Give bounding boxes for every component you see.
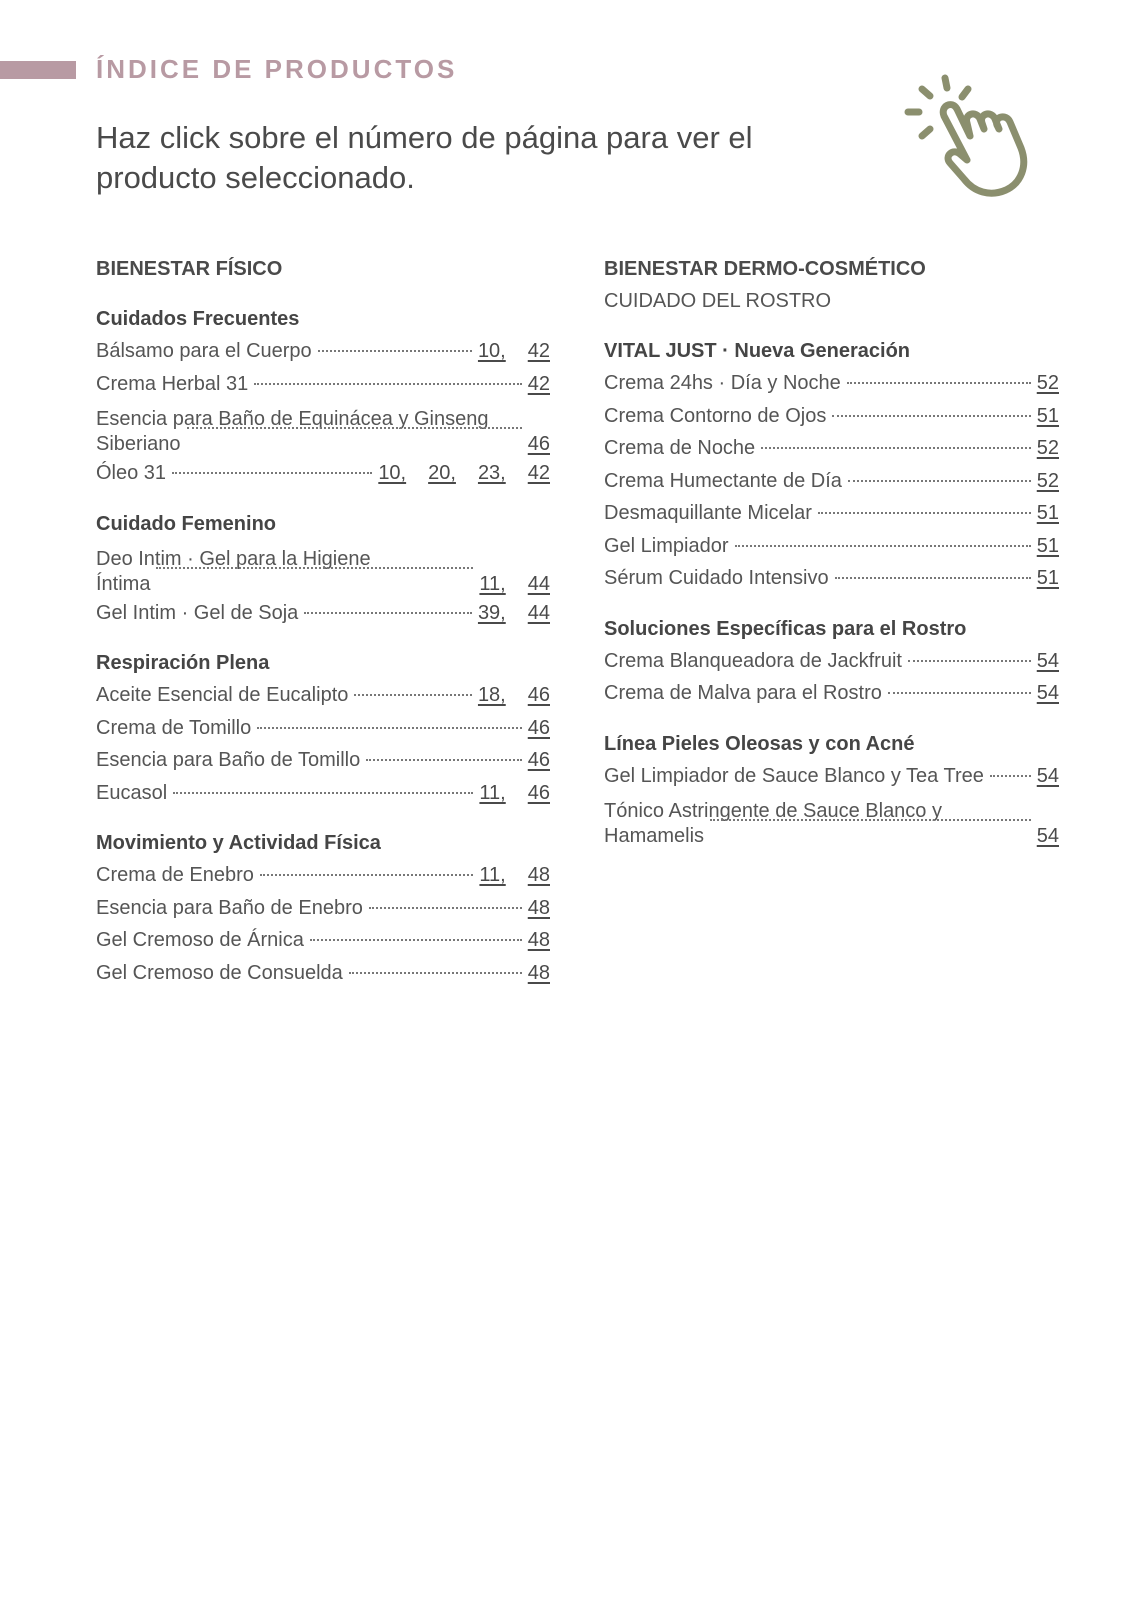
page-links xyxy=(528,892,550,925)
product-name: Desmaquillante Micelar xyxy=(604,502,812,524)
product-name: Gel Cremoso de Consuelda xyxy=(96,961,343,984)
page-links xyxy=(1037,497,1059,530)
product-name: Crema de Tomillo xyxy=(96,716,252,739)
dot-leader xyxy=(990,775,1031,777)
page-links xyxy=(479,572,550,597)
page-links xyxy=(479,859,550,892)
product-name: Crema Blanqueadora de Jackfruit xyxy=(604,649,902,672)
dot-leader xyxy=(349,972,522,974)
product-name-line: Deo Intim · Gel para la Higiene xyxy=(96,547,371,570)
index-entry xyxy=(96,679,550,712)
index-entry xyxy=(96,540,550,597)
product-name: Crema Contorno de Ojos xyxy=(604,404,827,427)
product-name: Gel Limpiador xyxy=(604,534,729,557)
dot-leader xyxy=(304,612,472,614)
index-group xyxy=(604,728,1059,850)
section-title: BIENESTAR FÍSICO xyxy=(96,258,283,280)
page-link[interactable]: 48 xyxy=(527,896,550,919)
index-entry xyxy=(96,859,550,892)
page-link[interactable]: 46 xyxy=(527,684,550,706)
product-name: Óleo 31 xyxy=(96,462,167,484)
group-title: Movimiento y Actividad Física xyxy=(96,832,381,854)
dot-leader xyxy=(908,660,1031,662)
page-link[interactable]: 46 xyxy=(527,716,550,739)
page-link[interactable]: 18, xyxy=(477,684,506,706)
page-link[interactable]: 54 xyxy=(1036,825,1059,847)
page-link[interactable]: 10, xyxy=(378,462,407,484)
index-entry xyxy=(96,457,550,490)
page-links xyxy=(528,924,550,957)
page-links xyxy=(479,777,550,810)
index-entry xyxy=(96,924,550,957)
product-name: Esencia para Baño de Enebro xyxy=(96,896,363,919)
page-links xyxy=(478,679,550,712)
product-name: Íntima xyxy=(96,572,151,595)
page-links xyxy=(528,744,550,777)
page-links xyxy=(528,957,550,990)
product-name: Bálsamo para el Cuerpo xyxy=(96,340,312,362)
dot-leader xyxy=(369,907,522,909)
index-entry xyxy=(96,368,550,401)
dot-leader xyxy=(847,382,1031,384)
page-links xyxy=(1037,432,1059,465)
dot-leader xyxy=(710,819,1031,821)
page-link[interactable]: 54 xyxy=(1036,649,1059,672)
page-title: ÍNDICE DE PRODUCTOS xyxy=(96,54,458,84)
product-name: Esencia para Baño de Tomillo xyxy=(96,749,361,771)
index-entry xyxy=(604,677,1059,710)
index-entry xyxy=(96,957,550,990)
index-entry xyxy=(604,792,1059,849)
product-name: Crema Herbal 31 xyxy=(96,372,249,395)
dot-leader xyxy=(888,692,1031,694)
page-links xyxy=(528,432,550,457)
dot-leader xyxy=(735,545,1031,547)
page-links xyxy=(1037,645,1059,678)
page-links xyxy=(528,368,550,401)
product-name: Eucasol xyxy=(96,781,168,804)
page-link[interactable]: 20, xyxy=(428,462,456,484)
index-entry xyxy=(604,645,1059,678)
page-links xyxy=(1037,824,1059,849)
page-links xyxy=(378,457,550,490)
dot-leader xyxy=(172,472,372,474)
title-accent-bar xyxy=(0,61,76,79)
page-link[interactable]: 44 xyxy=(527,601,550,624)
index-entry xyxy=(604,760,1059,793)
dot-leader xyxy=(818,512,1031,514)
product-name: Gel Cremoso de Árnica xyxy=(96,929,304,951)
page-subtitle: Haz click sobre el número de página para ver el producto seleccionado. xyxy=(96,120,753,195)
page-link[interactable]: 42 xyxy=(527,462,550,484)
page-links xyxy=(1037,760,1059,793)
section-subtitle: CUIDADO DEL ROSTRO xyxy=(604,290,832,312)
product-name: Gel Intim · Gel de Soja xyxy=(96,601,299,624)
page-link[interactable]: 11, xyxy=(479,781,506,804)
product-name-line: Esencia para Baño de Equinácea y Ginseng xyxy=(96,408,489,430)
dot-leader xyxy=(761,447,1031,449)
page-link[interactable]: 51 xyxy=(1036,404,1059,427)
page-link[interactable]: 52 xyxy=(1036,437,1059,459)
product-name: Crema 24hs · Día y Noche xyxy=(604,372,841,394)
page-link[interactable]: 10, xyxy=(477,340,506,362)
index-group xyxy=(604,613,1059,710)
index-entry xyxy=(604,530,1059,563)
page-links xyxy=(1037,367,1059,400)
product-name: Crema Humectante de Día xyxy=(604,469,842,492)
product-name: Aceite Esencial de Eucalipto xyxy=(96,684,349,706)
index-entry xyxy=(96,335,550,368)
group-title: Línea Pieles Oleosas y con Acné xyxy=(604,732,915,755)
product-name-line: Tónico Astringente de Sauce Blanco y xyxy=(604,800,942,822)
page-link[interactable]: 52 xyxy=(1036,469,1059,492)
dot-leader xyxy=(832,415,1030,417)
index-entry xyxy=(96,712,550,745)
dot-leader xyxy=(848,480,1031,482)
dot-leader xyxy=(310,939,522,941)
index-entry xyxy=(96,744,550,777)
index-entry xyxy=(604,465,1059,498)
page-link[interactable]: 48 xyxy=(527,961,550,984)
product-name: Siberiano xyxy=(96,433,181,455)
page-link[interactable]: 39, xyxy=(477,601,506,624)
index-column-left xyxy=(96,253,550,989)
page-link[interactable]: 51 xyxy=(1036,567,1059,589)
page-link[interactable]: 52 xyxy=(1036,372,1059,394)
page-links xyxy=(528,712,550,745)
index-entry xyxy=(604,400,1059,433)
index-entry xyxy=(96,400,550,457)
index-group xyxy=(604,335,1059,595)
page-link[interactable]: 11, xyxy=(479,864,506,886)
page-links xyxy=(478,597,550,630)
hand-tap-icon xyxy=(900,72,1070,212)
group-title: Cuidados Frecuentes xyxy=(96,308,300,330)
dot-leader xyxy=(835,577,1031,579)
group-title: Cuidado Femenino xyxy=(96,512,276,535)
product-name: Crema de Noche xyxy=(604,437,756,459)
page-link[interactable]: 11, xyxy=(479,572,506,595)
index-column-right xyxy=(604,253,1059,849)
page-link[interactable]: 44 xyxy=(527,572,550,595)
page-links xyxy=(1037,562,1059,595)
group-title: VITAL JUST · Nueva Generación xyxy=(604,340,911,362)
dot-leader xyxy=(366,759,522,761)
section-title: BIENESTAR DERMO-COSMÉTICO xyxy=(604,258,926,280)
index-entry xyxy=(96,892,550,925)
dot-leader xyxy=(260,874,474,876)
dot-leader xyxy=(254,383,521,385)
index-group xyxy=(96,827,550,989)
page-links xyxy=(1037,465,1059,498)
index-entry xyxy=(604,432,1059,465)
product-name: Hamamelis xyxy=(604,825,705,847)
page-link[interactable]: 46 xyxy=(527,433,550,455)
index-group xyxy=(96,303,550,490)
page-link[interactable]: 42 xyxy=(527,372,550,395)
index-group xyxy=(96,647,550,809)
page-link[interactable]: 23, xyxy=(477,462,506,484)
page-link[interactable]: 48 xyxy=(527,864,550,886)
dot-leader xyxy=(187,427,522,429)
index-entry xyxy=(604,497,1059,530)
index-group xyxy=(96,508,550,630)
page-link[interactable]: 51 xyxy=(1036,534,1059,557)
index-entry xyxy=(96,777,550,810)
index-entry xyxy=(96,597,550,630)
page-link[interactable]: 46 xyxy=(527,749,550,771)
page-link[interactable]: 46 xyxy=(527,781,550,804)
dot-leader xyxy=(354,694,472,696)
dot-leader xyxy=(257,727,522,729)
dot-leader xyxy=(318,350,472,352)
group-title: Soluciones Específicas para el Rostro xyxy=(604,617,967,640)
page-link[interactable]: 54 xyxy=(1036,682,1059,704)
page-link[interactable]: 54 xyxy=(1036,764,1059,787)
dot-leader xyxy=(173,792,473,794)
page-link[interactable]: 48 xyxy=(527,929,550,951)
product-name: Crema de Enebro xyxy=(96,864,254,886)
index-entry xyxy=(604,562,1059,595)
product-name: Gel Limpiador de Sauce Blanco y Tea Tree xyxy=(604,764,984,787)
index-entry xyxy=(604,367,1059,400)
page-links xyxy=(1037,400,1059,433)
page-links xyxy=(478,335,550,368)
product-name: Sérum Cuidado Intensivo xyxy=(604,567,829,589)
dot-leader xyxy=(156,567,473,569)
page-links xyxy=(1037,677,1059,710)
product-name: Crema de Malva para el Rostro xyxy=(604,682,882,704)
page-links xyxy=(1037,530,1059,563)
page-link[interactable]: 42 xyxy=(527,340,550,362)
page-link[interactable]: 51 xyxy=(1036,502,1059,524)
group-title: Respiración Plena xyxy=(96,652,270,674)
